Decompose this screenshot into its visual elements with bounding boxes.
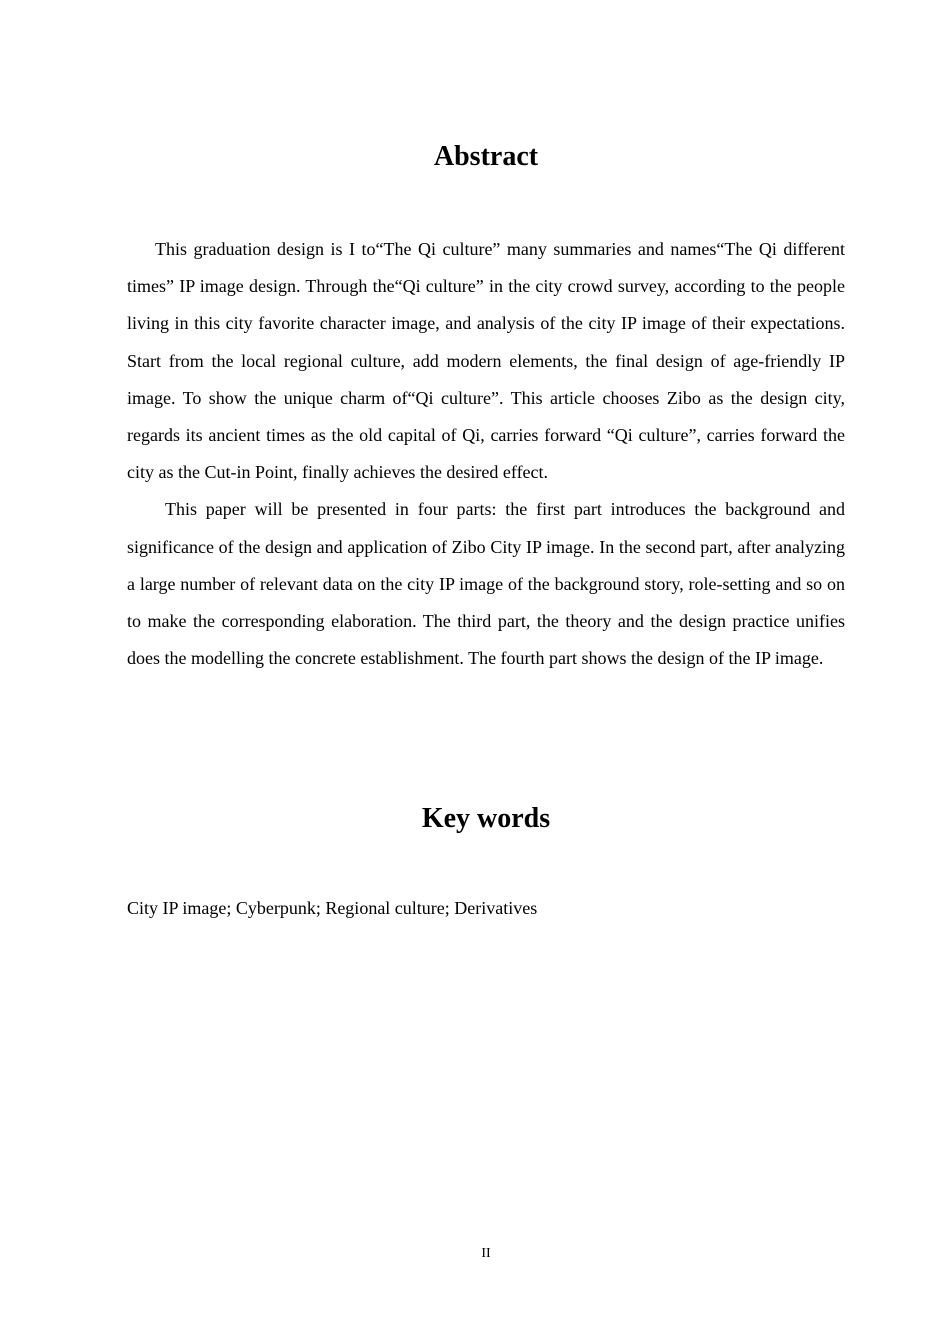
abstract-body bbox=[127, 231, 845, 677]
page-number: II bbox=[481, 1246, 491, 1261]
abstract-paragraph-2: This paper will be presented in four parts: the first part introduces the background and significance of the design and application of Zibo City IP image. In the second part, after analyzing a large number of relevant data on the city IP image of the background story, role-setting and so on to make the corresponding elaboration. The third part, the theory and the design practice unifies does the modelling the concrete establishment. The fourth part shows the design of the IP image. bbox=[127, 499, 845, 669]
keywords-heading: Key words bbox=[421, 803, 551, 834]
abstract-heading: Abstract bbox=[433, 141, 539, 172]
abstract-paragraph-1: This graduation design is I to“The Qi culture” many summaries and names“The Qi different times” IP image design. Through the“Qi culture” in the city crowd survey, according to the people living in this city favorite character image, and analysis of the city IP image of their expectations. Start from the local regional culture, add modern elements, the final design of age-friendly IP image. To show the unique charm of“Qi culture”. This article chooses Zibo as the design city, regards its ancient times as the old capital of Qi, carries forward “Qi culture”, carries forward the city as the Cut-in Point, finally achieves the desired effect. bbox=[127, 239, 845, 483]
keywords-list: City IP image; Cyberpunk; Regional culture; Derivatives bbox=[127, 898, 538, 918]
